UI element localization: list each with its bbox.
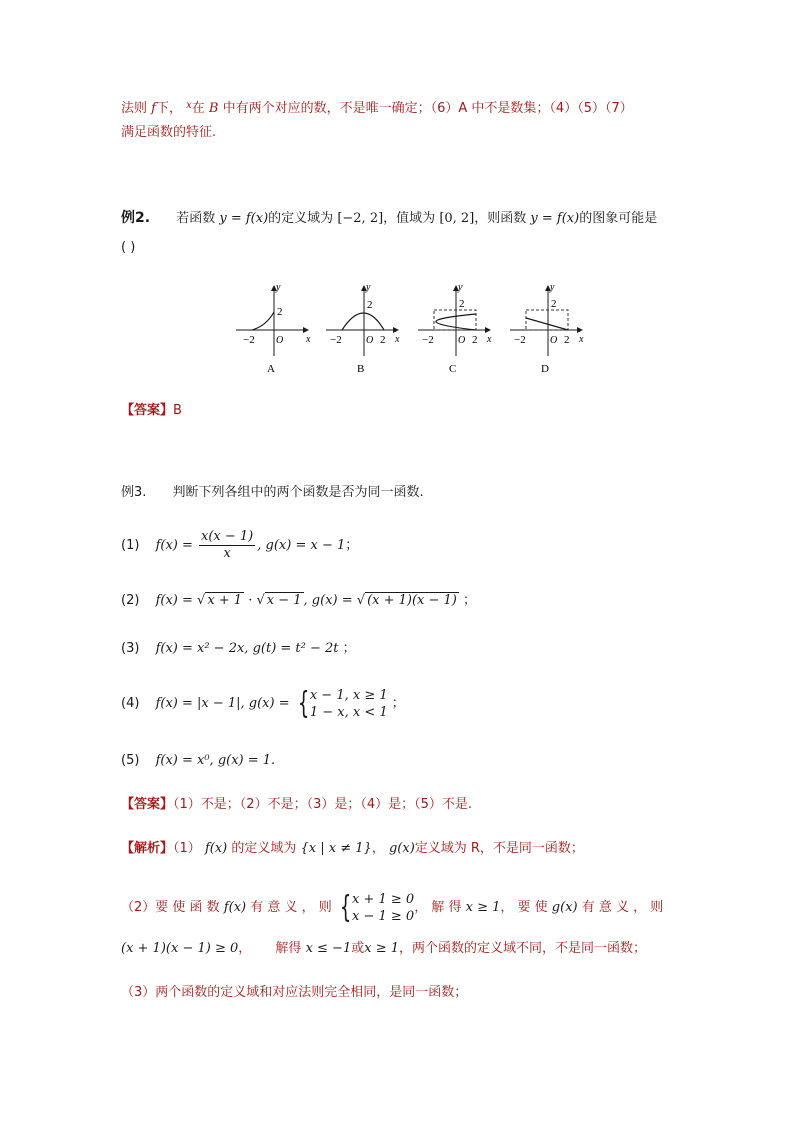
example-3-question: [121, 484, 424, 502]
option-label: B: [357, 363, 365, 375]
intro-text: 在: [191, 101, 205, 116]
item-number: (3): [121, 641, 140, 656]
y-axis-label: y: [550, 282, 555, 293]
example-3-label: 例3.: [121, 485, 147, 500]
math-expression: x ≥ 1: [465, 900, 501, 915]
analysis-text: ，: [371, 841, 385, 856]
math-expression: x ≤ −1: [305, 941, 352, 956]
x-axis-label: x: [395, 334, 400, 345]
math-B: B: [208, 101, 219, 116]
math-x: x: [186, 100, 192, 111]
graph-c: [418, 282, 492, 375]
tick-label: 2: [367, 299, 373, 311]
sqrt-radicand: x + 1: [207, 593, 243, 608]
punctuation: .: [271, 753, 276, 768]
tick-label: −2: [243, 334, 255, 346]
case-line: x + 1 ≥ 0: [352, 891, 415, 907]
origin-label: O: [550, 335, 558, 346]
x-axis-label: x: [306, 334, 311, 345]
case-line: x − 1 ≥ 0: [352, 908, 415, 924]
intro-line-2: 满足函数的特征.: [121, 125, 217, 140]
origin-label: O: [366, 335, 374, 346]
punctuation: ；: [391, 696, 405, 711]
item-number: (5): [121, 753, 140, 768]
case-line: 1 − x, x < 1: [309, 704, 388, 720]
intro-text: 法则: [121, 101, 148, 116]
example-2-question: [121, 209, 657, 228]
origin-label: O: [458, 335, 466, 346]
analysis-2-line-2: [121, 940, 646, 958]
answer-item: （4）是；: [360, 797, 415, 812]
item-number: (4): [121, 696, 140, 711]
item-number: (2): [121, 593, 140, 608]
analysis-text: ， 要 使: [500, 900, 548, 915]
graphs-svg: [230, 280, 590, 380]
analysis-text: 有 意 义 ， 则: [581, 900, 664, 915]
answer-item: （1）不是；: [173, 797, 240, 812]
analysis-text: 或: [351, 941, 365, 956]
option-label: D: [541, 363, 549, 375]
analysis-text: ，两个函数的定义域不同，不是同一函数；: [399, 941, 647, 956]
answer-label: 【答案】: [121, 797, 174, 812]
math-expression: (x + 1)(x − 1) ≥ 0: [121, 941, 239, 956]
math-expression: f(x) =: [155, 538, 193, 553]
option-label: A: [267, 363, 275, 375]
range-interval: [0, 2]: [439, 211, 475, 226]
item-2: (2) f(x) = √ x + 1 · √ x − 1 , g(x) = √ (x + 1)(x − 1) ；: [121, 593, 477, 608]
answer-value: B: [173, 403, 182, 418]
question-text: 的图象可能是: [579, 211, 658, 226]
example-2-label: 例2.: [121, 210, 151, 226]
example-3-answer: [121, 796, 472, 814]
math-expression: f(x) = x² − 2x, g(t) = t² − 2t: [155, 641, 339, 656]
math-expression: y = f(x): [219, 211, 269, 226]
x-axis-label: x: [579, 334, 584, 345]
math-expression: f(x): [204, 841, 228, 856]
graph-d: [510, 282, 584, 375]
item-4: (4) f(x) = |x − 1|, g(x) = { x − 1, x ≥ 1 1 − x, x < 1 ；: [121, 685, 405, 721]
intro-line-1: [121, 97, 633, 118]
math-expression: g(x): [551, 900, 578, 915]
item-1: [121, 526, 358, 566]
case-line: x − 1, x ≥ 1: [309, 687, 388, 703]
example-2-answer: [121, 402, 182, 420]
math-expression: g(x): [388, 841, 415, 856]
curve-a: [252, 312, 274, 330]
answer-item: （2）不是；: [239, 797, 307, 812]
math-f: f: [151, 101, 156, 116]
tick-label: −2: [330, 334, 342, 346]
y-axis-label: y: [276, 282, 281, 293]
y-axis-label: y: [458, 282, 463, 293]
punctuation: ·: [244, 593, 257, 608]
math-set: {x | x ≠ 1}: [300, 841, 372, 856]
punctuation: ；: [342, 641, 356, 656]
tick-label: 2: [459, 298, 465, 310]
item-5: [121, 752, 275, 770]
analysis-text: 的定义域为: [231, 841, 297, 856]
math-expression: f(x) =: [155, 593, 198, 608]
question-text: ，则函数: [474, 211, 527, 226]
domain-interval: [−2, 2]: [337, 211, 384, 226]
x-axis-label: x: [487, 334, 492, 345]
analysis-text: 解得: [275, 941, 302, 956]
answer-label: 【答案】: [121, 403, 174, 418]
fraction: [199, 529, 255, 562]
fraction-numerator: x(x − 1): [201, 529, 254, 544]
math-expression: f(x) = |x − 1|, g(x) =: [155, 696, 294, 711]
tick-label: −2: [514, 334, 526, 346]
sqrt-radicand: x − 1: [266, 593, 302, 608]
math-expression: , g(x) = x − 1: [257, 538, 346, 553]
math-expression: y = f(x): [530, 211, 580, 226]
tick-label: 2: [472, 334, 478, 346]
graph-a: [236, 282, 311, 375]
graph-b: [326, 282, 400, 375]
fraction-denominator: x: [223, 546, 231, 561]
punctuation: ；: [345, 538, 359, 553]
answer-item: （3）是；: [306, 797, 361, 812]
question-text: 若函数: [176, 211, 216, 226]
analysis-text: ，: [238, 941, 252, 956]
piecewise-cases: [310, 687, 388, 721]
item-number: (1): [121, 538, 140, 553]
sqrt-radicand: (x + 1)(x − 1): [367, 593, 457, 608]
tick-label: −2: [422, 334, 434, 346]
math-expression: x ≥ 1: [364, 941, 399, 956]
punctuation: ；: [463, 593, 477, 608]
item-number: （1）: [173, 841, 201, 856]
intro-text: 下，: [155, 101, 182, 116]
analysis-text: 定义域为 R，不是同一函数；: [414, 841, 584, 856]
answer-item: （5）不是.: [414, 797, 473, 812]
analysis-text: 有 意 义 ， 则: [250, 900, 332, 915]
tick-label: 2: [551, 298, 557, 310]
question-text: 的定义域为: [268, 211, 334, 226]
curve-d: [526, 318, 568, 330]
answer-paren: ( ): [121, 240, 136, 255]
analysis-2-line-1: （2）要 使 函 数 f(x) 有 意 义 ， 则 { x + 1 ≥ 0 x − 1 ≥ 0 ， 解 得 x ≥ 1， 要 使 g(x) 有 意 义 ， 则: [121, 889, 664, 925]
inequality-system: [352, 891, 414, 925]
example-3-title: 判断下列各组中的两个函数是否为同一函数.: [172, 485, 424, 500]
math-expression: f(x): [223, 900, 247, 915]
analysis-3: （3）两个函数的定义域和对应法则完全相同，是同一函数；: [121, 985, 468, 1000]
analysis-text: ， 解 得: [414, 900, 462, 915]
origin-label: O: [276, 335, 284, 346]
math-expression: f(x) = x⁰, g(x) = 1: [155, 753, 272, 768]
analysis-text: （2）要 使 函 数: [121, 900, 220, 915]
option-label: C: [449, 363, 457, 375]
curve-b: [342, 313, 384, 330]
intro-text: 中有两个对应的数，不是唯一确定；（6）A 中不是数集；（4）（5）（7）: [222, 101, 633, 116]
tick-label: 2: [380, 334, 386, 346]
analysis-label: 【解析】: [121, 841, 174, 856]
math-expression: , g(x) =: [303, 593, 357, 608]
y-axis-label: y: [366, 282, 371, 293]
item-3: [121, 640, 356, 658]
analysis-1: [121, 840, 584, 858]
tick-label: 2: [277, 306, 283, 318]
question-text: ，值域为: [383, 211, 436, 226]
tick-label: 2: [564, 334, 570, 346]
graph-options: [230, 280, 590, 384]
